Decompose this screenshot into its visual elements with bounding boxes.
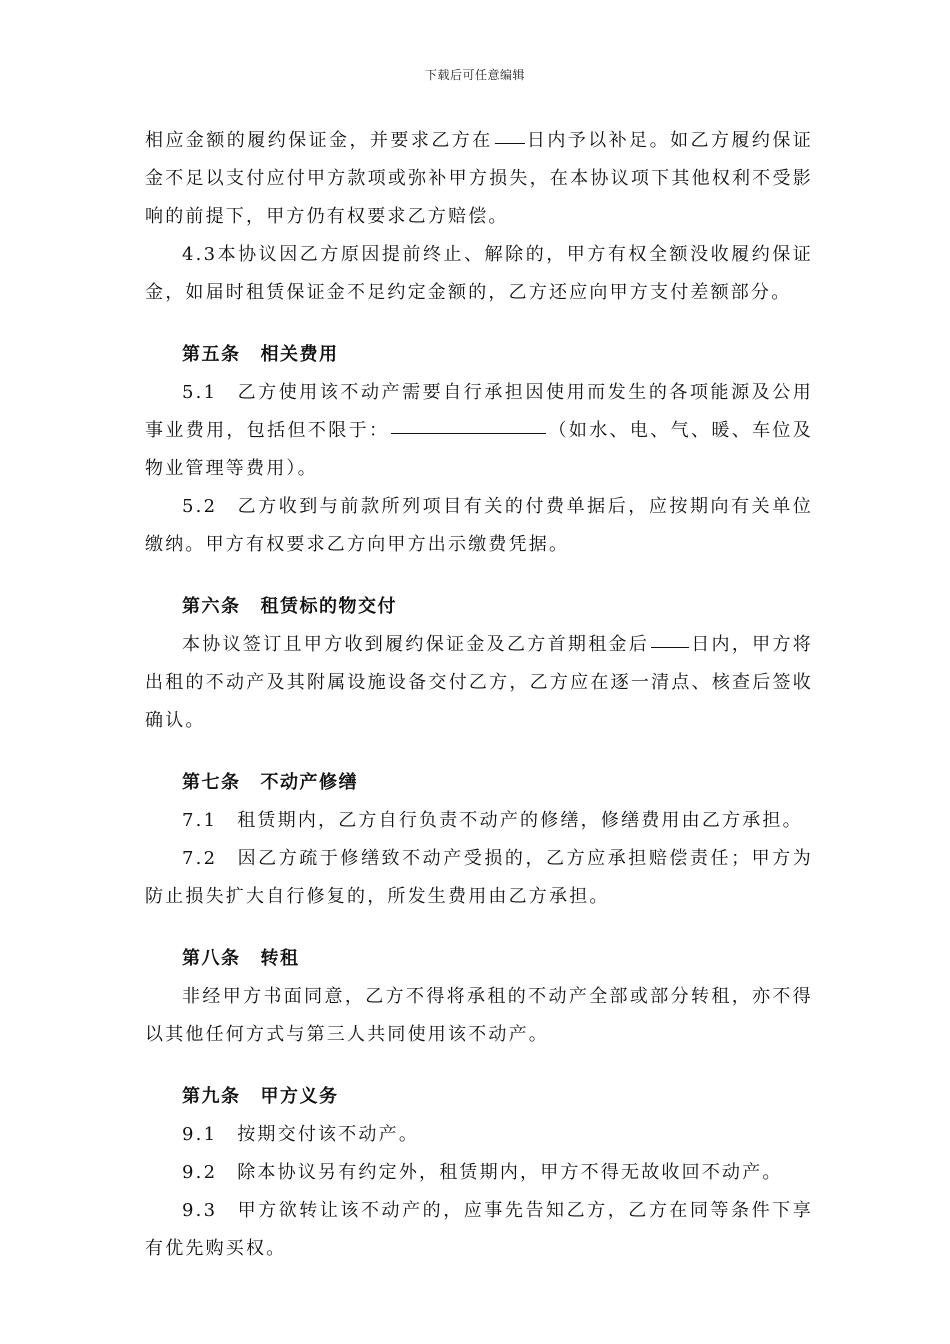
section-number: 第六条 [182, 596, 241, 617]
section-number: 第五条 [182, 344, 241, 365]
text-run: 相应金额的履约保证金，并要求乙方在 [145, 130, 493, 151]
document-body [145, 122, 813, 1268]
section-number: 第八条 [182, 948, 241, 969]
clause-9-3 [145, 1192, 813, 1268]
clause-9-2 [145, 1154, 813, 1192]
section-heading-6 [145, 588, 813, 626]
clause-5-2 [145, 488, 813, 564]
text-run: 甲方欲转让该不动产的，应事先告知乙方，乙方在同等条件下享有优先购买权。 [145, 1200, 813, 1259]
clause-number: 9.2 [182, 1162, 218, 1183]
section-heading-5 [145, 336, 813, 374]
clause-number: 7.2 [182, 848, 218, 869]
section-number: 第九条 [182, 1086, 241, 1107]
section-heading-7 [145, 764, 813, 802]
page-header-note: 下载后可任意编辑 [424, 68, 525, 82]
text-run: 乙方收到与前款所列项目有关的付费单据后，应按期向有关单位缴纳。甲方有权要求乙方向甲方出示缴费凭据。 [145, 496, 813, 555]
clause-5-1 [145, 374, 813, 488]
text-run: 日内，甲方将出租的不动产及其附属设施设备交付乙方，乙方应在逐一清点、核查后签收确认。 [145, 634, 813, 731]
text-run: 除本协议另有约定外，租赁期内，甲方不得无故收回不动产。 [237, 1162, 783, 1183]
clause-7-2 [145, 840, 813, 916]
section-title: 不动产修缮 [260, 772, 358, 793]
text-run: 日内予以补足。如乙方履约保证金不足以支付应付甲方款项或弥补甲方损失，在本协议项下其他权利不受影响的前提下，甲方仍有权要求乙方赔偿。 [145, 130, 813, 227]
text-run: 租赁期内，乙方自行负责不动产的修缮，修缮费用由乙方承担。 [237, 810, 803, 831]
section-number: 第七条 [182, 772, 241, 793]
fill-blank [391, 415, 546, 434]
text-run: 乙方使用该不动产需要自行承担因使用而发生的各项能源及公用事业费用，包括但不限于： [145, 382, 813, 441]
text-run: 因乙方疏于修缮致不动产受损的，乙方应承担赔偿责任；甲方为防止损失扩大自行修复的，所发生费用由乙方承担。 [145, 848, 813, 907]
clause-number: 5.2 [182, 496, 218, 517]
text-run: （如水、电、气、暖、车位及物业管理等费用）。 [145, 420, 813, 479]
clause-7-1 [145, 802, 813, 840]
paragraph: 非经甲方书面同意，乙方不得将承租的不动产全部或部分转租，亦不得以其他任何方式与第三人共同使用该不动产。 [145, 986, 813, 1045]
text-run: 本协议签订且甲方收到履约保证金及乙方首期租金后 [182, 634, 650, 655]
section-title: 甲方义务 [260, 1086, 339, 1107]
clause-number: 5.1 [182, 382, 218, 403]
fill-blank [651, 629, 689, 648]
fill-blank [495, 125, 525, 144]
paragraph: 4.3本协议因乙方原因提前终止、解除的，甲方有权全额没收履约保证金，如届时租赁保证金不足约定金额的，乙方还应向甲方支付差额部分。 [145, 244, 813, 303]
text-run: 按期交付该不动产。 [237, 1124, 420, 1145]
section-heading-9 [145, 1078, 813, 1116]
section-title: 相关费用 [260, 344, 339, 365]
clause-9-1 [145, 1116, 813, 1154]
clause-number: 9.1 [182, 1124, 218, 1145]
section-title: 转租 [260, 948, 300, 969]
section-title: 租赁标的物交付 [260, 596, 397, 617]
paragraph [145, 122, 813, 236]
paragraph [145, 626, 813, 740]
section-heading-8 [145, 940, 813, 978]
clause-number: 7.1 [182, 810, 218, 831]
clause-number: 9.3 [182, 1200, 218, 1221]
